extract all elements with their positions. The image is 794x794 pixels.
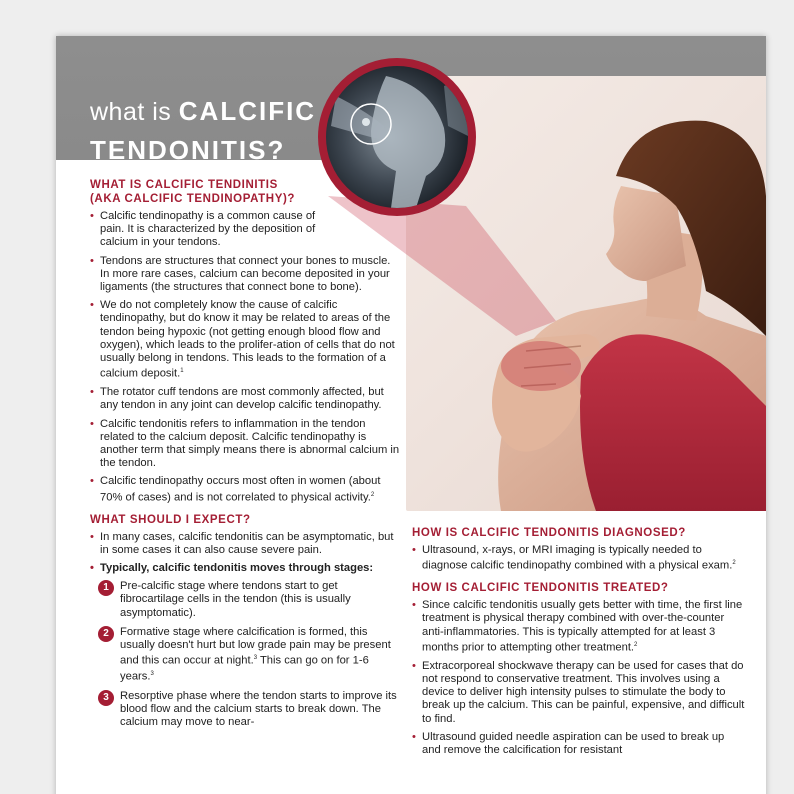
list-item: • In many cases, calcific tendonitis can be asymptomatic, but in some cases it can also cause severe pain. [90,531,402,557]
list-item: • Ultrasound, x-rays, or MRI imaging is typically needed to diagnose calcific tendinopathy combined with a physical exam.$^2$ [412,544,746,573]
list-item: • Tendons are structures that connect your bones to muscle. In more rare cases, calcium can become deposited in your ligaments (the structures that connect bone to bone). [90,255,402,295]
list-item: • Since calcific tendonitis usually gets better with time, the first line treatment is physical therapy combined with over-the-counter anti-inflammatories. This is typically attempted for at least 3 months prior to attempting other treatment.$^2$ [412,599,746,655]
left-column [90,178,402,736]
stage-item: 1 Pre-calcific stage where tendons start to get fibrocartilage cells in the tendon (this is usually asymptomatic). [90,580,402,620]
expect-list [90,531,402,576]
handout-page [56,36,766,794]
stage-number-badge: 1 [98,580,114,596]
expect-heading: WHAT SHOULD I EXPECT? [90,513,251,526]
title-bold-1: CALCIFIC [178,96,317,126]
list-item: • Extracorporeal shockwave therapy can be used for cases that do not respond to conservative treatment. This involves using a device to deliver high intensity pulses to stimulate the body to break up the calcium. This can be painful, expensive, and difficult to find. [412,660,746,726]
list-item: • Calcific tendonitis refers to inflammation in the tendon related to the calcium deposit. Calcific tendinopathy is another term that simply means there is abnormal calcium in the tendon. [90,418,402,471]
stage-item: 3 Resorptive phase where the tendon starts to improve its blood flow and the calcium starts to break down. The calcium may move to near- [90,690,402,730]
list-item: • We do not completely know the cause of calcific tendinopathy, but do know it may be related to areas of the tendon being hypoxic (not getting enough blood flow and oxygen), which leads to the prolifer-ation of cells that do not usually belong in tendons. This leads to the formation of a calcium deposit.$^1$ [90,299,402,381]
list-item: • Typically, calcific tendonitis moves through stages: [90,562,402,575]
what-is-heading-line2: (AKA CALCIFIC TENDINOPATHY)? [90,193,296,205]
footnote-ref: 2 [732,560,736,567]
list-item: • Ultrasound guided needle aspiration can be used to break up and remove the calcification for resistant [412,731,746,757]
footnote-ref: 1 [180,368,184,375]
stages-list [90,580,402,730]
diagnosed-list [412,544,746,573]
what-is-heading-line1: WHAT IS CALCIFIC TENDINITIS [90,179,278,191]
footnote-ref: 2 [634,641,638,648]
stage-number-badge: 3 [98,690,114,706]
page-title [90,94,316,172]
what-is-heading [90,178,402,206]
list-item: • Calcific tendinopathy occurs most often in women (about 70% of cases) and is not correlated to physical activity.$^2$ [90,475,402,504]
treated-heading: HOW IS CALCIFIC TENDONITIS TREATED? [412,582,669,595]
stage-item: 2 Formative stage where calcification is formed, this usually doesn't hurt but low grade pain may be present and this can occur at night.$^3$ This can go on for 1-6 years.$^3$ [90,626,402,684]
right-column [412,526,746,762]
footnote-ref: 2 [370,491,375,498]
title-bold-2: TENDONITIS? [90,135,286,165]
stage-number-badge: 2 [98,626,114,642]
list-item: • The rotator cuff tendons are most commonly affected, but any tendon in any joint can develop calcific tendinopathy. [90,386,402,412]
title-light: what is [90,98,179,126]
what-is-list [90,210,402,505]
treated-list [412,599,746,757]
diagnosed-heading: HOW IS CALCIFIC TENDONITIS DIAGNOSED? [412,527,686,539]
list-item: • Calcific tendinopathy is a common cause of pain. It is characterized by the deposition of calcium in your tendons. [90,210,320,250]
